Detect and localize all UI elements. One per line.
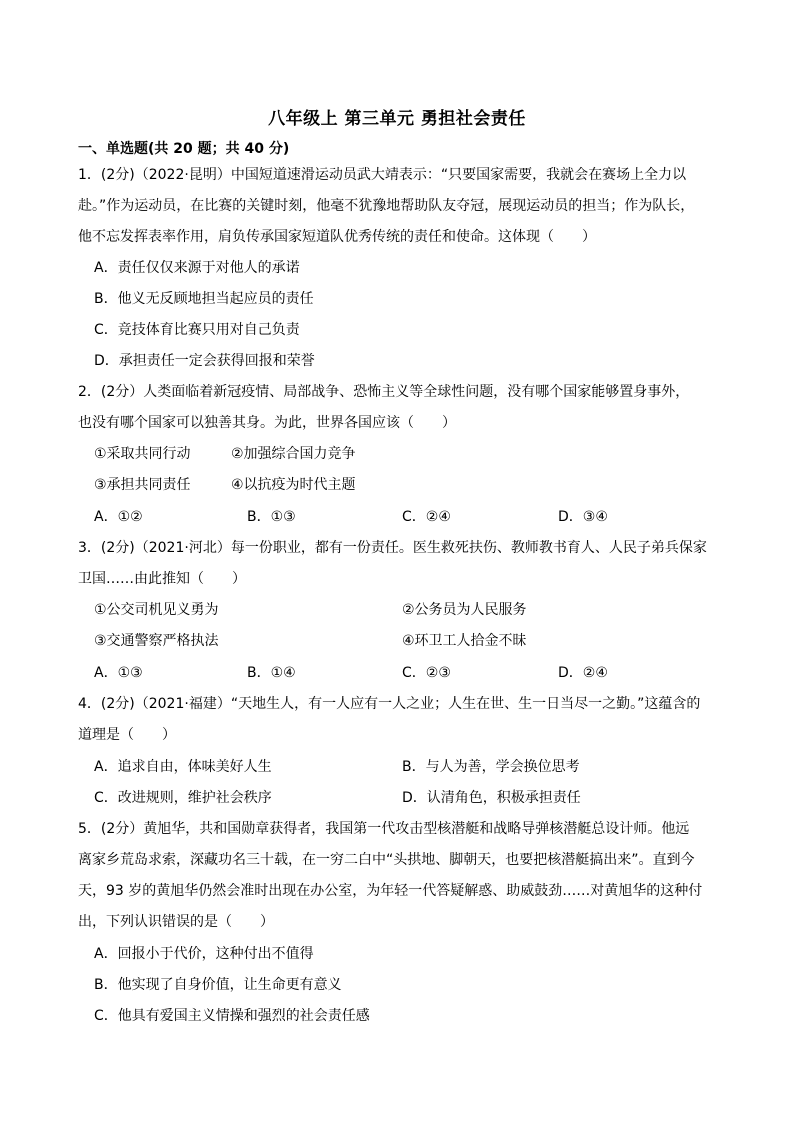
q2-stem-line-2: 也没有哪个国家可以独善其身。为此，世界各国应该（ ） (78, 415, 456, 431)
q3-item-4: ④环卫工人拾金不昧 (402, 633, 527, 649)
q2-item-1: ①采取共同行动 (94, 446, 191, 462)
q3-stem-line-2: 卫国……由此推知（ ） (78, 571, 246, 587)
q2-option-d: D．③④ (558, 509, 608, 525)
q5-option-a: A．回报小于代价，这种付出不值得 (94, 946, 314, 962)
q1-stem-line-2: 赴。”作为运动员，在比赛的关键时刻，他毫不犹豫地帮助队友夺冠，展现运动员的担当；作为队长， (78, 198, 695, 214)
q4-stem-line-1: 4．(2分)（2021·福建）“天地生人，有一人应有一人之业；人生在世、生一日当尽一之勤。”这蕴含的 (78, 696, 701, 712)
q1-option-d: D．承担责任一定会获得回报和荣誉 (94, 353, 315, 369)
q5-option-b: B．他实现了自身价值，让生命更有意义 (94, 977, 342, 993)
q2-option-a: A．①② (94, 509, 143, 525)
q5-stem-line-2: 离家乡荒岛求索，深藏功名三十载，在一穷二白中“头拱地、脚朝天，也要把核潜艇搞出来”。直到今 (78, 852, 695, 868)
q4-stem-line-2: 道理是（ ） (78, 727, 176, 743)
q2-item-3: ③承担共同责任 (94, 477, 191, 493)
q3-option-d: D．②④ (558, 665, 608, 681)
q4-option-b: B．与人为善，学会换位思考 (402, 759, 580, 775)
q2-option-b: B．①③ (247, 509, 296, 525)
q2-stem-line-1: 2．(2分）人类面临着新冠疫情、局部战争、恐怖主义等全球性问题，没有哪个国家能够置身事外， (78, 384, 690, 400)
q3-option-b: B．①④ (247, 665, 296, 681)
q4-option-a: A．追求自由，体味美好人生 (94, 759, 272, 775)
q1-option-a: A．责任仅仅来源于对他人的承诺 (94, 260, 300, 276)
q5-stem-line-3: 天，93 岁的黄旭华仍然会准时出现在办公室，为年轻一代答疑解惑、助威鼓劲……对黄旭华的这种付 (78, 883, 703, 899)
q5-option-c: C．他具有爱国主义情操和强烈的社会责任感 (94, 1008, 370, 1024)
q4-option-c: C．改进规则，维护社会秩序 (94, 790, 272, 806)
q4-option-d: D．认清角色，积极承担责任 (402, 790, 581, 806)
q3-item-3: ③交通警察严格执法 (94, 633, 219, 649)
q5-stem-line-1: 5．(2分）黄旭华，共和国勋章获得者，我国第一代攻击型核潜艇和战略导弹核潜艇总设计师。他远 (78, 821, 690, 837)
q1-stem-line-1: 1．(2分)（2022·昆明）中国短道速滑运动员武大靖表示：“只要国家需要，我就会在赛场上全力以 (78, 167, 687, 183)
q2-item-4: ④以抗疫为时代主题 (231, 477, 356, 493)
page-title: 八年级上 第三单元 勇担社会责任 (268, 109, 526, 129)
q3-item-1: ①公交司机见义勇为 (94, 602, 219, 618)
q2-option-c: C．②④ (402, 509, 451, 525)
q2-item-2: ②加强综合国力竞争 (231, 446, 356, 462)
q1-option-b: B．他义无反顾地担当起应员的责任 (94, 291, 314, 307)
q3-option-c: C．②③ (402, 665, 451, 681)
q3-stem-line-1: 3．(2分)（2021·河北）每一份职业，都有一份责任。医生救死扶伤、教师教书育人、人民子弟兵保家 (78, 540, 707, 556)
q5-stem-line-4: 出，下列认识错误的是（ ） (78, 914, 274, 930)
q1-option-c: C．竞技体育比赛只用对自己负责 (94, 322, 300, 338)
q3-item-2: ②公务员为人民服务 (402, 602, 527, 618)
q1-stem-line-3: 他不忘发挥表率作用，肩负传承国家短道队优秀传统的责任和使命。这体现（ ） (78, 229, 596, 245)
q3-option-a: A．①③ (94, 665, 143, 681)
section-heading: 一、单选题(共 20 题；共 40 分) (78, 141, 290, 157)
